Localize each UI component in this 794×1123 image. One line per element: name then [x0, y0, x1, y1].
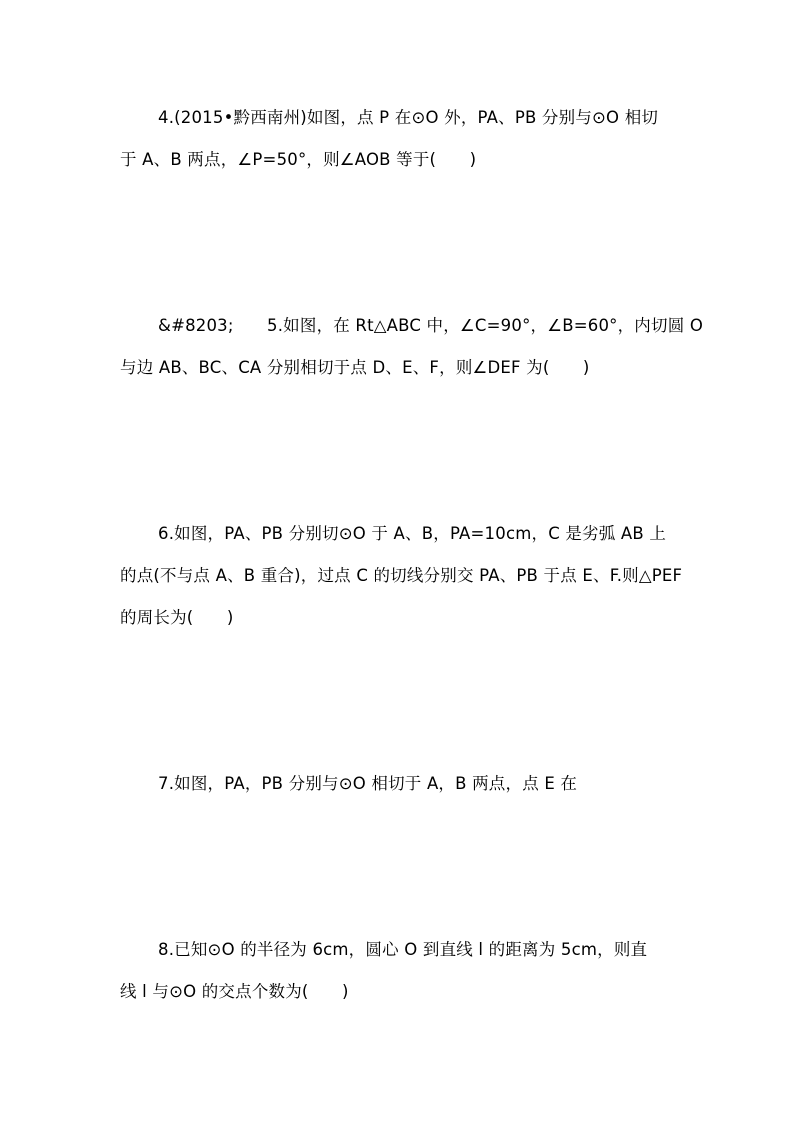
question-5-line-2: 与边 AB、BC、CA 分别相切于点 D、E、F，则∠DEF 为( ) [120, 358, 590, 377]
question-6-line-3: 的周长为( ) [120, 608, 234, 627]
question-6-line-1: 6.如图，PA、PB 分别切⊙O 于 A、B，PA=10cm，C 是劣弧 AB 上 [158, 524, 667, 543]
question-8-line-1: 8.已知⊙O 的半径为 6cm，圆心 O 到直线 l 的距离为 5cm，则直 [158, 940, 648, 959]
question-8-line-2: 线 l 与⊙O 的交点个数为( ) [120, 982, 349, 1001]
question-7-line-1: 7.如图，PA，PB 分别与⊙O 相切于 A，B 两点，点 E 在 [158, 774, 578, 793]
question-5-line-1: &#8203; 5.如图，在 Rt△ABC 中，∠C=90°，∠B=60°，内切圆 O [158, 316, 704, 335]
question-6-line-2: 的点(不与点 A、B 重合)，过点 C 的切线分别交 PA、PB 于点 E、F.则△PEF [120, 566, 683, 585]
question-4-line-2: 于 A、B 两点，∠P=50°，则∠AOB 等于( ) [120, 150, 477, 169]
question-4-line-1: 4.(2015•黔西南州)如图，点 P 在⊙O 外，PA、PB 分别与⊙O 相切 [158, 108, 659, 127]
